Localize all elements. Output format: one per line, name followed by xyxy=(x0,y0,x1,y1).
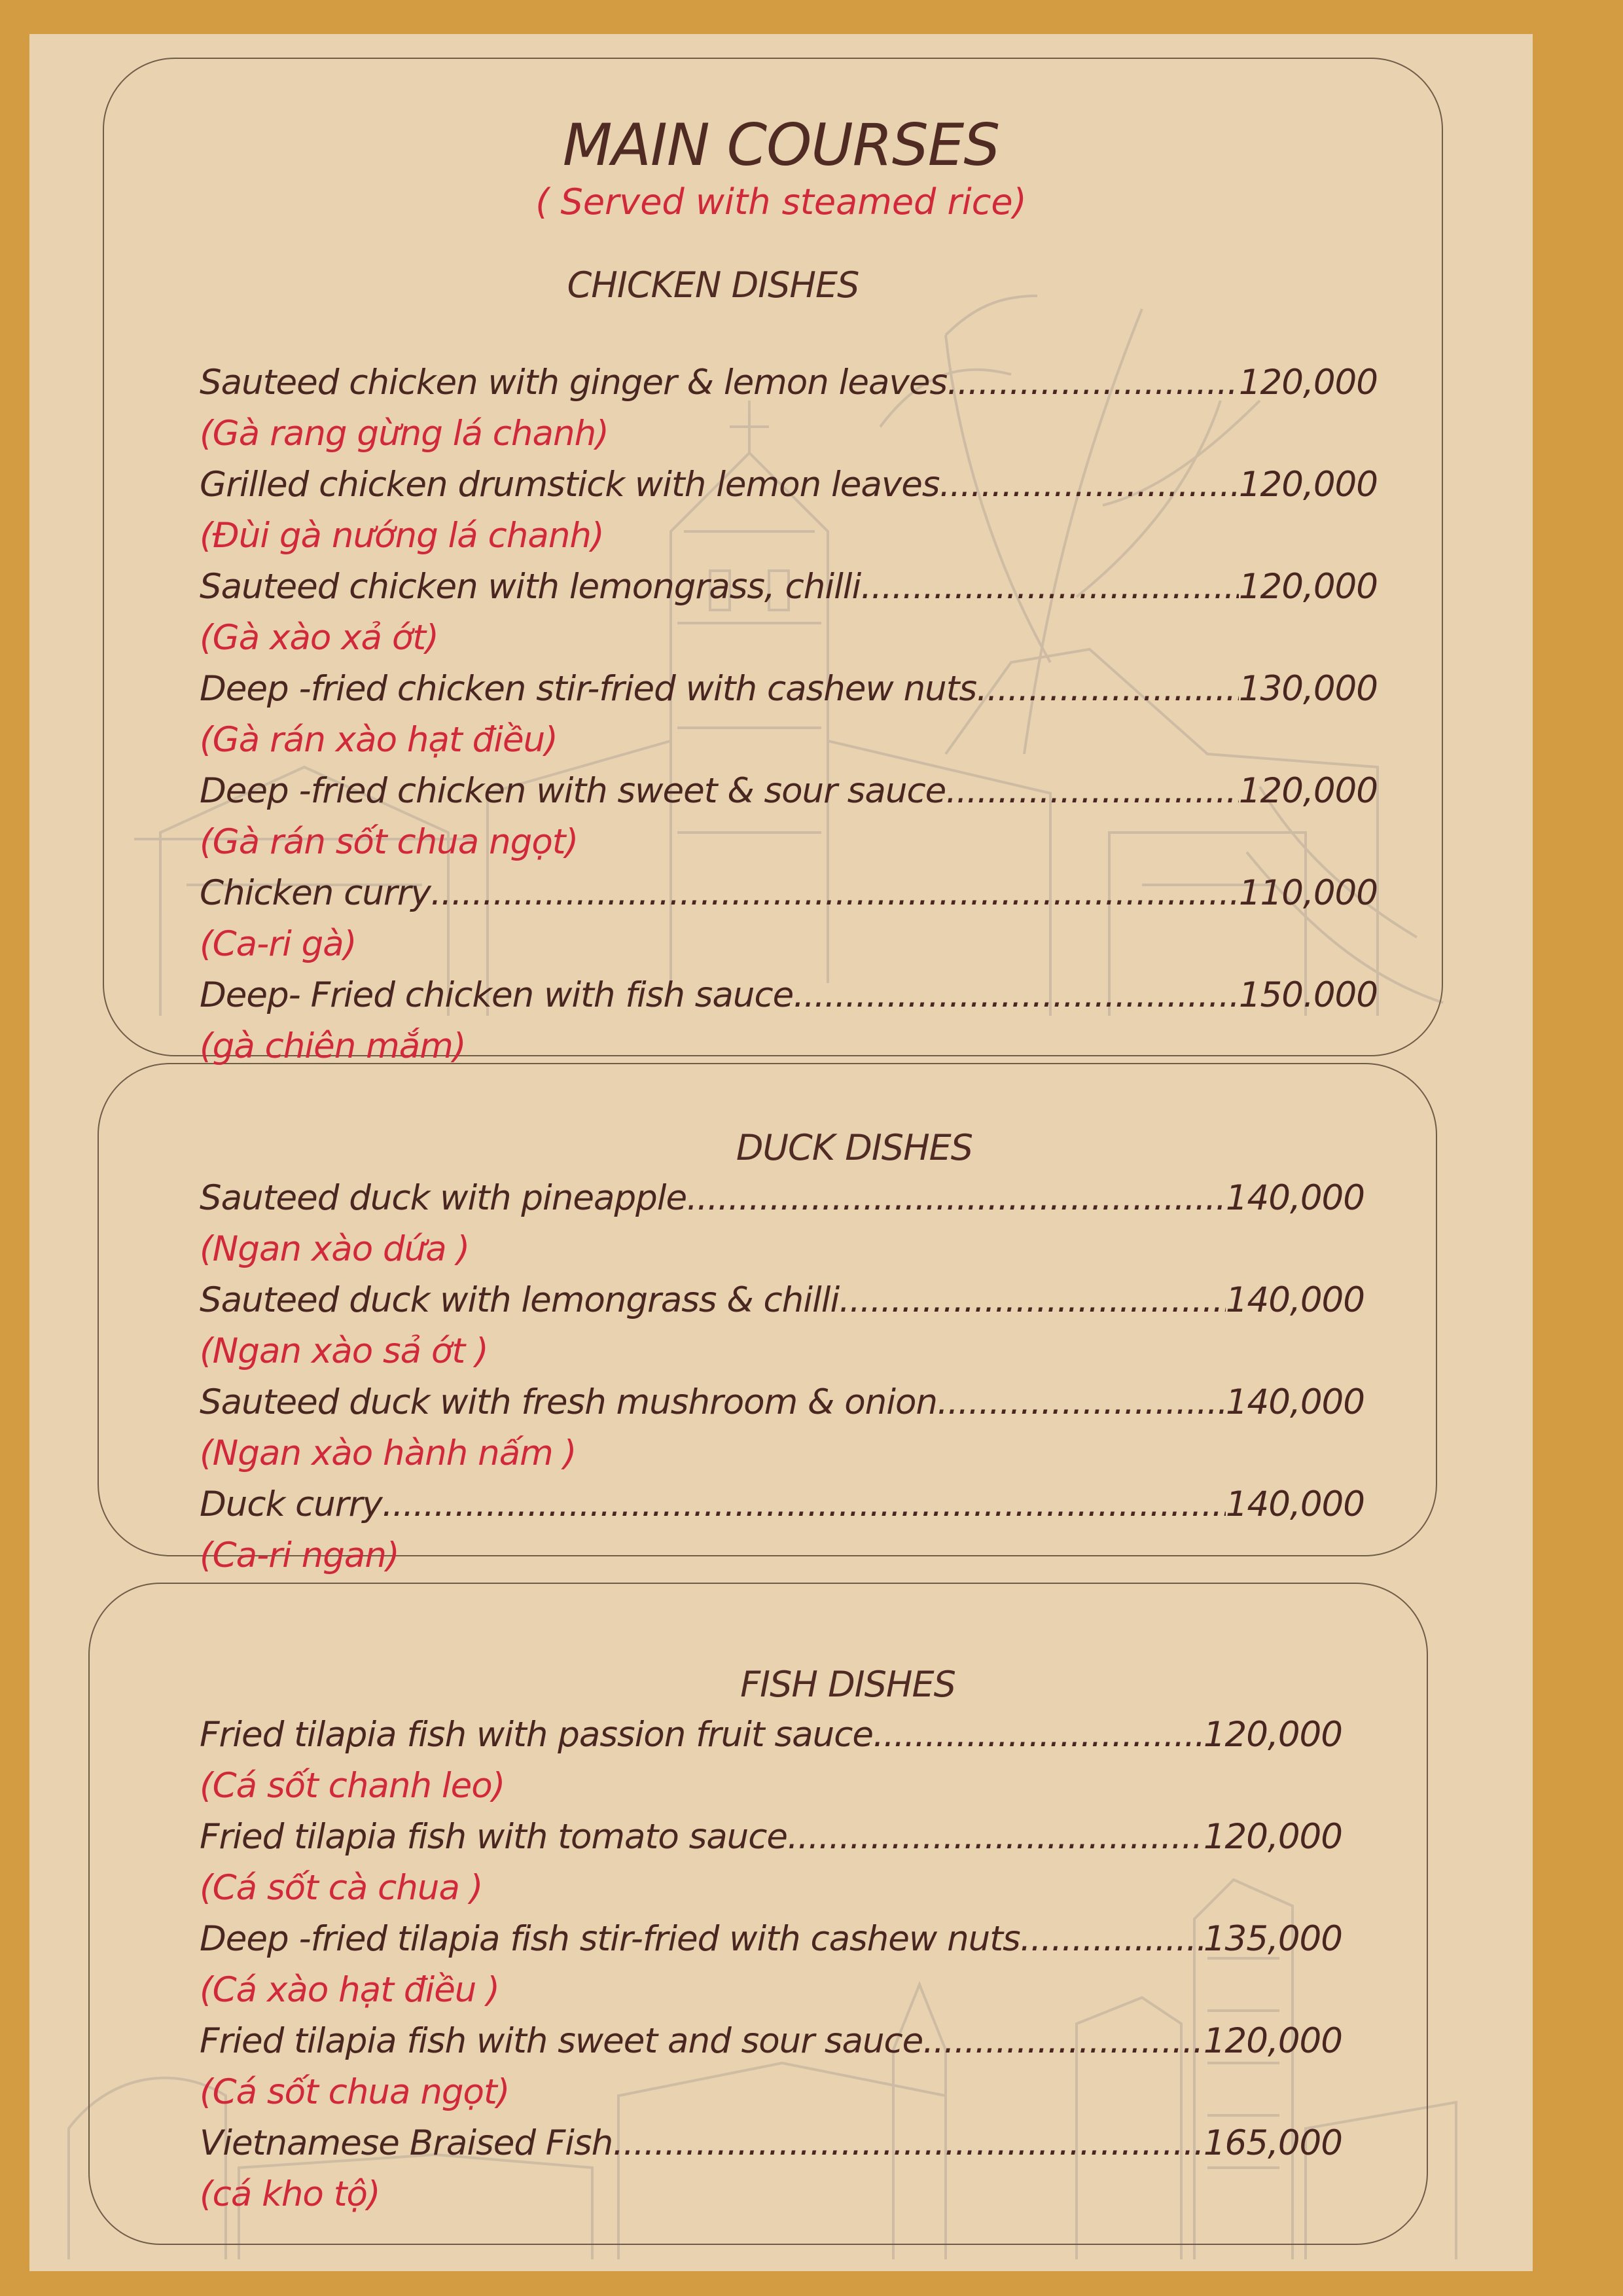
dish-price: 130,000 xyxy=(1238,669,1378,709)
dish-price: 140,000 xyxy=(1225,1178,1364,1218)
dish-vietnamese-name: (Gà rán sốt chua ngọt) xyxy=(200,822,579,862)
fish-dish-list xyxy=(200,1710,1342,2220)
dish-price: 165,000 xyxy=(1203,2123,1342,2163)
menu-item xyxy=(200,1275,1364,1377)
dot-leader xyxy=(613,2118,1204,2169)
dish-name: Sauteed chicken with lemongrass, chilli xyxy=(200,567,861,607)
served-with-rice-note: ( Served with steamed rice) xyxy=(535,181,1027,223)
dish-name: Deep -fried chicken with sweet & sour sauce xyxy=(200,771,946,811)
dish-price: 120,000 xyxy=(1238,363,1378,403)
menu-page xyxy=(29,34,1533,2271)
dot-leader xyxy=(976,664,1239,715)
dish-name: Sauteed duck with fresh mushroom & onion xyxy=(200,1382,937,1422)
dish-name: Deep -fried chicken stir-fried with cashew nuts xyxy=(200,669,977,709)
duck-section-title: DUCK DISHES xyxy=(736,1127,973,1168)
dish-price: 120,000 xyxy=(1203,2021,1342,2061)
menu-item xyxy=(200,1812,1342,1914)
dish-vietnamese-name: (Cá sốt cà chua ) xyxy=(200,1868,483,1908)
dish-price: 120,000 xyxy=(1238,465,1378,505)
page-title: MAIN COURSES xyxy=(562,111,1000,179)
dish-name: Fried tilapia fish with sweet and sour sauce xyxy=(200,2021,923,2061)
dish-name: Sauteed chicken with ginger & lemon leaves xyxy=(200,363,948,403)
dish-name: Duck curry xyxy=(200,1484,382,1524)
menu-item xyxy=(200,2016,1342,2118)
dish-name: Deep- Fried chicken with fish sauce xyxy=(200,975,794,1015)
dish-vietnamese-name: (Ca-ri ngan) xyxy=(200,1535,399,1575)
dish-vietnamese-name: (Gà xào xả ớt) xyxy=(200,618,438,658)
dish-vietnamese-name: (Cá sốt chua ngọt) xyxy=(200,2072,510,2112)
dish-price: 120,000 xyxy=(1238,567,1378,607)
menu-item xyxy=(200,868,1378,970)
dish-price: 120,000 xyxy=(1238,771,1378,811)
dot-leader xyxy=(793,970,1239,1021)
dish-name: Fried tilapia fish with tomato sauce xyxy=(200,1817,788,1857)
dish-price: 135,000 xyxy=(1203,1919,1342,1959)
dish-name: Chicken curry xyxy=(200,873,431,913)
dish-price: 140,000 xyxy=(1225,1382,1364,1422)
dish-vietnamese-name: (Gà rán xào hạt điều) xyxy=(200,720,558,760)
dot-leader xyxy=(923,2016,1204,2067)
dot-leader xyxy=(431,868,1239,919)
dot-leader xyxy=(937,1377,1226,1428)
chicken-section-title: CHICKEN DISHES xyxy=(567,264,859,306)
dot-leader xyxy=(946,766,1239,817)
dot-leader xyxy=(873,1710,1204,1761)
dish-name: Grilled chicken drumstick with lemon leaves xyxy=(200,465,940,505)
dot-leader xyxy=(947,357,1239,408)
dish-name: Vietnamese Braised Fish xyxy=(200,2123,613,2163)
menu-item xyxy=(200,2118,1342,2220)
dot-leader xyxy=(861,562,1239,613)
dish-name: Deep -fried tilapia fish stir-fried with cashew nuts xyxy=(200,1919,1020,1959)
dish-vietnamese-name: (Đùi gà nướng lá chanh) xyxy=(200,516,604,556)
dish-vietnamese-name: (Cá xào hạt điều ) xyxy=(200,1970,499,2010)
menu-item xyxy=(200,357,1378,459)
dish-vietnamese-name: (Cá sốt chanh leo) xyxy=(200,1766,505,1806)
dot-leader xyxy=(939,459,1238,511)
dot-leader xyxy=(687,1173,1226,1224)
dish-price: 120,000 xyxy=(1203,1715,1342,1755)
dot-leader xyxy=(382,1479,1226,1530)
menu-item xyxy=(200,562,1378,664)
dish-price: 120,000 xyxy=(1203,1817,1342,1857)
dish-price: 150.000 xyxy=(1238,975,1378,1015)
dish-name: Sauteed duck with pineapple xyxy=(200,1178,687,1218)
menu-item xyxy=(200,1914,1342,2016)
menu-item xyxy=(200,766,1378,868)
fish-section-title: FISH DISHES xyxy=(740,1664,955,1705)
duck-dish-list xyxy=(200,1173,1364,1581)
menu-item xyxy=(200,1710,1342,1812)
dish-vietnamese-name: (gà chiên mắm) xyxy=(200,1026,466,1066)
dish-vietnamese-name: (Ngan xào dứa ) xyxy=(200,1229,470,1269)
dot-leader xyxy=(787,1812,1204,1863)
dish-price: 110,000 xyxy=(1238,873,1378,913)
chicken-dish-list xyxy=(200,357,1378,1072)
dish-name: Sauteed duck with lemongrass & chilli xyxy=(200,1280,840,1320)
dot-leader xyxy=(839,1275,1226,1326)
dish-vietnamese-name: (Gà rang gừng lá chanh) xyxy=(200,414,609,454)
menu-item xyxy=(200,970,1378,1072)
dish-name: Fried tilapia fish with passion fruit sauce xyxy=(200,1715,873,1755)
dish-vietnamese-name: (Ca-ri gà) xyxy=(200,924,357,964)
dish-vietnamese-name: (Ngan xào hành nấm ) xyxy=(200,1433,577,1473)
dish-price: 140,000 xyxy=(1225,1484,1364,1524)
menu-item xyxy=(200,1479,1364,1581)
menu-item xyxy=(200,664,1378,766)
dot-leader xyxy=(1020,1914,1204,1965)
menu-item xyxy=(200,459,1378,562)
dish-vietnamese-name: (cá kho tộ) xyxy=(200,2174,380,2214)
menu-item xyxy=(200,1173,1364,1275)
dish-vietnamese-name: (Ngan xào sả ớt ) xyxy=(200,1331,488,1371)
menu-item xyxy=(200,1377,1364,1479)
dish-price: 140,000 xyxy=(1225,1280,1364,1320)
